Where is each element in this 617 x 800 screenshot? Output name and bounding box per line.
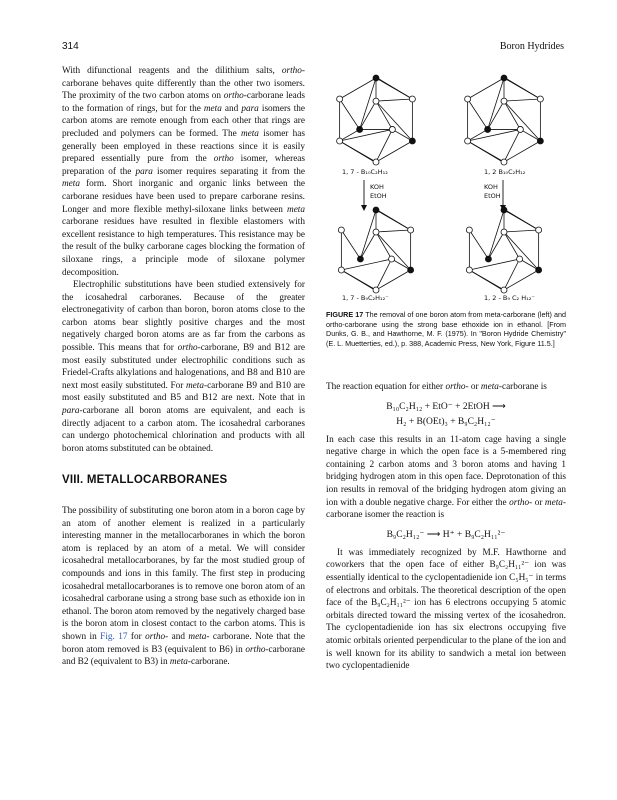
ortho-nido-cage	[466, 207, 541, 293]
cage-atom	[517, 126, 523, 132]
text-run: and	[221, 103, 242, 114]
text-run: The reaction equation for either	[326, 382, 446, 392]
cage-bond	[340, 129, 360, 141]
text-run: - carborane. Note that the boron atom removed is B3 (equivalent to B6) in	[62, 631, 305, 655]
cage-atom	[466, 267, 472, 273]
meta-carborane-cage	[337, 75, 416, 165]
running-title: Boron Hydrides	[499, 41, 564, 52]
cage-atom	[389, 126, 395, 132]
cage-bond	[341, 230, 360, 259]
paragraph	[62, 279, 305, 455]
cage-bond	[504, 209, 539, 230]
cage-atom	[536, 227, 542, 233]
italic-term: ortho	[445, 382, 466, 392]
cage-atom	[357, 126, 363, 132]
cage-atom	[338, 227, 344, 233]
italic-term: ortho	[145, 631, 166, 642]
italic-term: para	[241, 103, 259, 114]
reagent-left-1: KOH	[370, 183, 384, 191]
text-run: -carborane B9 and B10 are most easily substituted and B5 and B12 are next. Note that in	[62, 380, 305, 404]
label-top-left: 1, 7 - B₁₀C₂H₁₂	[342, 168, 388, 176]
italic-term: para	[135, 166, 153, 177]
italic-term: meta	[169, 657, 188, 668]
text-run: - and	[165, 631, 189, 642]
cage-bond	[504, 232, 520, 259]
text-run: It was immediately recognized by M.F. Hawthorne and coworkers that the open face of either B₉C₂H₁₁²⁻ ion was essentially identical to the cyclopentadienide ion C₅H₅⁻ in terms of electrons and orbitals. The theoretical description of the open face of the B₉C₂H₁₁²⁻ ion has 6 electrons occupying 5 atomic orbitals directed toward the missing vertex of the icosahedron. The cyclopentadienide ion has six electrons occupying five atomic orbitals oriented perpendicular to the plane of the ion and is well known for its ability to sandwich a metal ion between two cyclopentadienide	[326, 547, 566, 672]
cage-bond	[341, 270, 376, 291]
cage-atom	[466, 227, 472, 233]
figure-link[interactable]: Fig. 17	[100, 631, 128, 642]
italic-term: meta	[186, 380, 204, 391]
meta-nido-cage	[338, 207, 413, 293]
italic-term: ortho	[213, 154, 234, 165]
cage-atom	[517, 256, 523, 262]
cage-bond	[360, 232, 376, 259]
italic-term: meta	[480, 382, 499, 392]
paragraph	[62, 505, 305, 669]
cage-atom	[501, 98, 507, 104]
cage-atom	[337, 96, 343, 102]
cage-bond	[376, 77, 412, 99]
section-heading: VIII. METALLOCARBORANES	[62, 474, 228, 487]
cage-atom	[373, 98, 379, 104]
paragraph	[326, 434, 566, 522]
cage-bond	[469, 230, 488, 259]
reagent-left-2: EtOH	[370, 192, 387, 200]
italic-term: ortho	[223, 91, 244, 102]
italic-term: para	[62, 406, 80, 417]
equation-1	[326, 400, 566, 430]
cage-atom	[501, 229, 507, 235]
text-run: -carborane leads to the formation of rings, but for the	[62, 91, 305, 114]
cage-atom	[373, 159, 379, 165]
label-top-right: 1, 2 B₁₀C₂H₁₂	[484, 168, 526, 176]
text-run: -carborane isomer the reaction is	[326, 497, 566, 521]
cage-atom	[337, 138, 343, 144]
paragraph	[62, 65, 305, 279]
cage-bond	[468, 99, 488, 129]
cage-atom	[338, 267, 344, 273]
right-column	[326, 381, 566, 673]
cage-bond	[520, 129, 540, 141]
italic-term: meta	[188, 631, 207, 642]
italic-term: meta	[287, 204, 305, 215]
cage-atom	[373, 229, 379, 235]
text-run: for	[127, 631, 146, 642]
reagent-right-2: EtOH	[484, 192, 501, 200]
paragraph	[326, 381, 566, 394]
cage-bond	[488, 232, 504, 259]
text-run: The possibility of substituting one boron atom in a boron cage by an atom of another element is realized in a particularly interesting manner in the metallocarboranes in which the boron atom is replaced by an atom of a metal. We will consider icosahedral metallocarboranes, by far the most studied group of compounds and ions in this family. The first step in producing icosahedral metallocarboranes is to remove one boron atom of an icosahedral carborane using a strong base such as ethoxide ion in ethanol. The boron atom removed by the negatively charged base is the boron atom in closest contact to the carbon atoms. This is shown in	[62, 506, 305, 642]
equation-1-line-1: B₁₀C₂H₁₂ + EtO⁻ + 2EtOH ⟶	[386, 401, 506, 412]
text-run: form. Short inorganic and organic links between the carborane residues have been used to prepare carborane resins. Longer and more flexible methyl-siloxane links between	[62, 179, 305, 215]
italic-term: ortho	[281, 66, 302, 76]
italic-term: ortho	[177, 343, 198, 354]
italic-term: ortho	[509, 497, 530, 508]
cage-atom	[485, 256, 491, 262]
reagent-right-1: KOH	[484, 183, 498, 191]
cage-bond	[376, 232, 411, 270]
cage-bond	[360, 210, 376, 259]
text-run: -carborane and B2 (equivalent to B3) in	[62, 644, 305, 668]
equation-1-line-2: H₂ + B(OEt)₃ + B₉C₂H₁₂⁻	[396, 416, 496, 427]
text-run: -carborane, B9 and B12 are most easily substituted under electrophilic conditions such as Friedel-Crafts alkylations and halogenations, and B8 and B10 are next most easily substituted. For	[62, 343, 306, 391]
left-column	[62, 65, 305, 669]
cage-atom	[357, 256, 363, 262]
cage-atom	[501, 75, 507, 81]
cage-bond	[340, 129, 393, 141]
cage-bond	[392, 129, 412, 141]
cage-bond	[376, 230, 411, 232]
caption-text: The removal of one boron atom from meta-carborane (left) and ortho-carborane using the strong base ethoxide ion in ethanol. [From Dunks, G. B., and Hawthorne, M. F. (1975). In "Boron Hydride Chemistry" (E. L. Muetterties, ed.), p. 388, Academic Press, New York, Figure 11.5.]	[326, 310, 566, 348]
cage-atom	[536, 267, 542, 273]
cage-bond	[469, 270, 504, 291]
equation-2: B₉C₂H₁₂⁻ ⟶ H⁺ + B₉C₂H₁₁²⁻	[386, 529, 506, 540]
cage-bond	[504, 77, 540, 99]
text-run: isomer requires separating it from the	[152, 166, 305, 177]
cage-bond	[376, 209, 411, 230]
cage-atom	[537, 96, 543, 102]
text-run: -carborane.	[187, 657, 230, 668]
text-run: isomer has generally been employed in these reactions since it is easily prepared essentially pure from the	[62, 128, 305, 165]
cage-atom	[389, 256, 395, 262]
cage-bond	[468, 129, 488, 141]
italic-term: meta	[62, 179, 80, 190]
text-run: - or	[465, 382, 481, 392]
cage-bond	[469, 259, 519, 270]
cage-atom	[373, 287, 379, 293]
text-run: In each case this results in an 11-atom cage having a single negative charge in which the open face is a 5-membered ring containing 2 carbon atoms and 3 boron atoms and having 1 bridging hydrogen atom in this open face. Deprotonation of this ion results in removal of the bridging hydrogen atom giving an ion with a double negative charge. For either the	[326, 434, 566, 508]
cage-bond	[376, 99, 412, 101]
cage-atom	[501, 287, 507, 293]
carborane-diagram	[328, 60, 568, 305]
cage-bond	[468, 141, 504, 163]
cage-atom	[465, 96, 471, 102]
cage-atom	[409, 96, 415, 102]
text-run: Electrophilic substitutions have been studied extensively for the icosahedral carboranes. Because of the greater electronegativity of carbon than boron, boron atoms close to the carbon atoms bear slightly positive charges and the most negatively charged boron atoms are as far from the carbons as possible. This means that for	[62, 280, 305, 354]
cage-atom	[501, 159, 507, 165]
cage-bond	[376, 101, 392, 129]
text-run: isomer, whereas preparation of the	[62, 154, 305, 177]
label-bottom-left: 1, 7 - B₉C₂H₁₂⁻	[342, 294, 389, 302]
cage-bond	[360, 101, 376, 129]
cage-bond	[340, 141, 376, 163]
italic-term: ortho	[245, 644, 266, 655]
figure-17	[328, 60, 568, 305]
italic-term: meta	[203, 103, 222, 114]
cage-bond	[504, 101, 520, 129]
cage-bond	[504, 230, 539, 232]
italic-term: meta	[544, 497, 563, 508]
cage-atom	[373, 75, 379, 81]
cage-bond	[376, 101, 412, 141]
arrowhead-left	[361, 205, 367, 211]
cage-atom	[465, 138, 471, 144]
cage-bond	[341, 259, 391, 270]
cage-bond	[504, 99, 540, 101]
text-run: With difunctional reagents and the dilithium salts,	[62, 66, 282, 76]
cage-atom	[485, 126, 491, 132]
italic-term: meta	[240, 128, 259, 139]
label-bottom-right: 1, 2 - B₉ C₂ H₁₂⁻	[484, 294, 535, 302]
text-run: -carborane behaves quite differently than the other two isomers. The proximity of the two carbon atoms on	[62, 66, 305, 102]
cage-bond	[376, 232, 392, 259]
cage-bond	[488, 210, 504, 259]
cage-atom	[409, 138, 415, 144]
text-run: carborane residues have resulted in flexible elastomers with excellent resistance to high temperatures. This resistance may be the result of the bulky carborane cages blocking the formation of siloxane rings, a principle mode of siloxane polymer decomposition.	[62, 217, 305, 278]
page-number: 314	[62, 41, 79, 52]
text-run: -carborane is	[498, 382, 547, 392]
caption-label: FIGURE 17	[326, 310, 364, 319]
cage-bond	[488, 101, 504, 129]
cage-atom	[408, 227, 414, 233]
text-run: -carborane all boron atoms are equivalent, and each is directly adjacent to a carbon atom. The icosahedral carboranes can undergo photochemical chlorination and products with all boron atoms substituted can be obtained.	[62, 406, 305, 454]
cage-bond	[468, 129, 521, 141]
ortho-carborane-cage	[465, 75, 544, 165]
text-run: isomers the carbon atoms are remote enough from each other that rings are precluded and polymers can be formed. The	[62, 103, 306, 139]
text-run: - or	[529, 497, 545, 508]
cage-atom	[537, 138, 543, 144]
cage-bond	[504, 232, 539, 270]
cage-bond	[504, 101, 540, 141]
paragraph	[326, 547, 566, 673]
figure-caption	[326, 310, 566, 348]
cage-atom	[373, 207, 379, 213]
cage-bond	[340, 99, 360, 129]
cage-atom	[408, 267, 414, 273]
